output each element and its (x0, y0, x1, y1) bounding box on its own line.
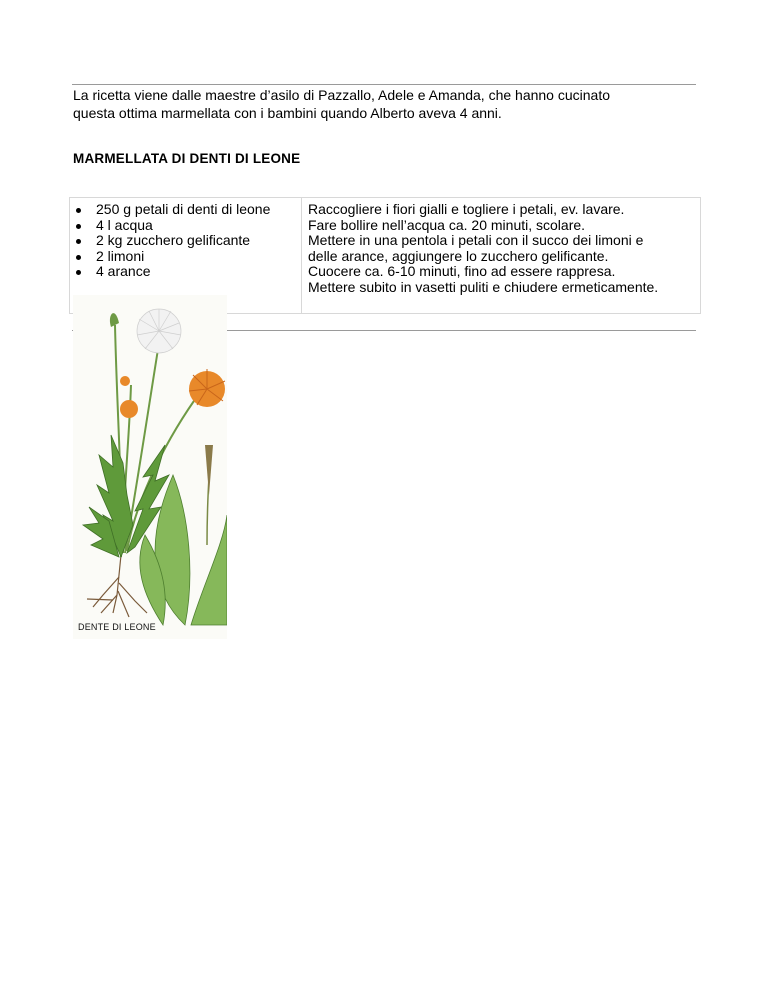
ingredient-text: 250 g petali di denti di leone (96, 201, 271, 217)
ingredient-text: 2 kg zucchero gelificante (96, 232, 251, 248)
ingredient-item (74, 249, 270, 265)
step-line: delle arance, aggiungere lo zucchero gelificante. (308, 247, 609, 264)
step-line: Fare bollire nell’acqua ca. 20 minuti, scolare. (308, 216, 586, 233)
ingredient-item (74, 202, 270, 218)
dandelion-illustration (73, 295, 227, 639)
recipe-title: MARMELLATA DI DENTI DI LEONE (73, 151, 301, 166)
column-divider (301, 198, 302, 313)
bullet-icon (76, 239, 81, 244)
bullet-icon (76, 208, 81, 213)
intro-line: La ricetta viene dalle maestre d’asilo di Pazzallo, Adele e Amanda, che hanno cucinato (73, 87, 611, 103)
step-line: Raccogliere i fiori gialli e togliere i petali, ev. lavare. (308, 201, 625, 217)
intro-line: questa ottima marmellata con i bambini quando Alberto aveva 4 anni. (73, 105, 502, 121)
ingredient-item (74, 218, 270, 234)
dandelion-plant-icon (73, 295, 227, 639)
ingredient-item (74, 264, 270, 280)
step-line: Mettere in una pentola i petali con il succo dei limoni e (308, 232, 644, 248)
ingredients-list (74, 202, 270, 280)
step-line: Mettere subito in vasetti puliti e chiudere ermeticamente. (308, 278, 659, 295)
ingredient-text: 2 limoni (96, 247, 145, 264)
bullet-icon (76, 270, 81, 275)
intro-paragraph (73, 86, 693, 122)
top-divider (72, 84, 696, 85)
bullet-icon (76, 255, 81, 260)
ingredient-text: 4 l acqua (96, 216, 153, 233)
ingredient-text: 4 arance (96, 263, 151, 279)
illustration-caption: DENTE DI LEONE (78, 622, 156, 632)
preparation-steps (308, 202, 658, 295)
ingredient-item (74, 233, 270, 249)
bullet-icon (76, 224, 81, 229)
step-line: Cuocere ca. 6-10 minuti, fino ad essere rappresa. (308, 263, 616, 279)
